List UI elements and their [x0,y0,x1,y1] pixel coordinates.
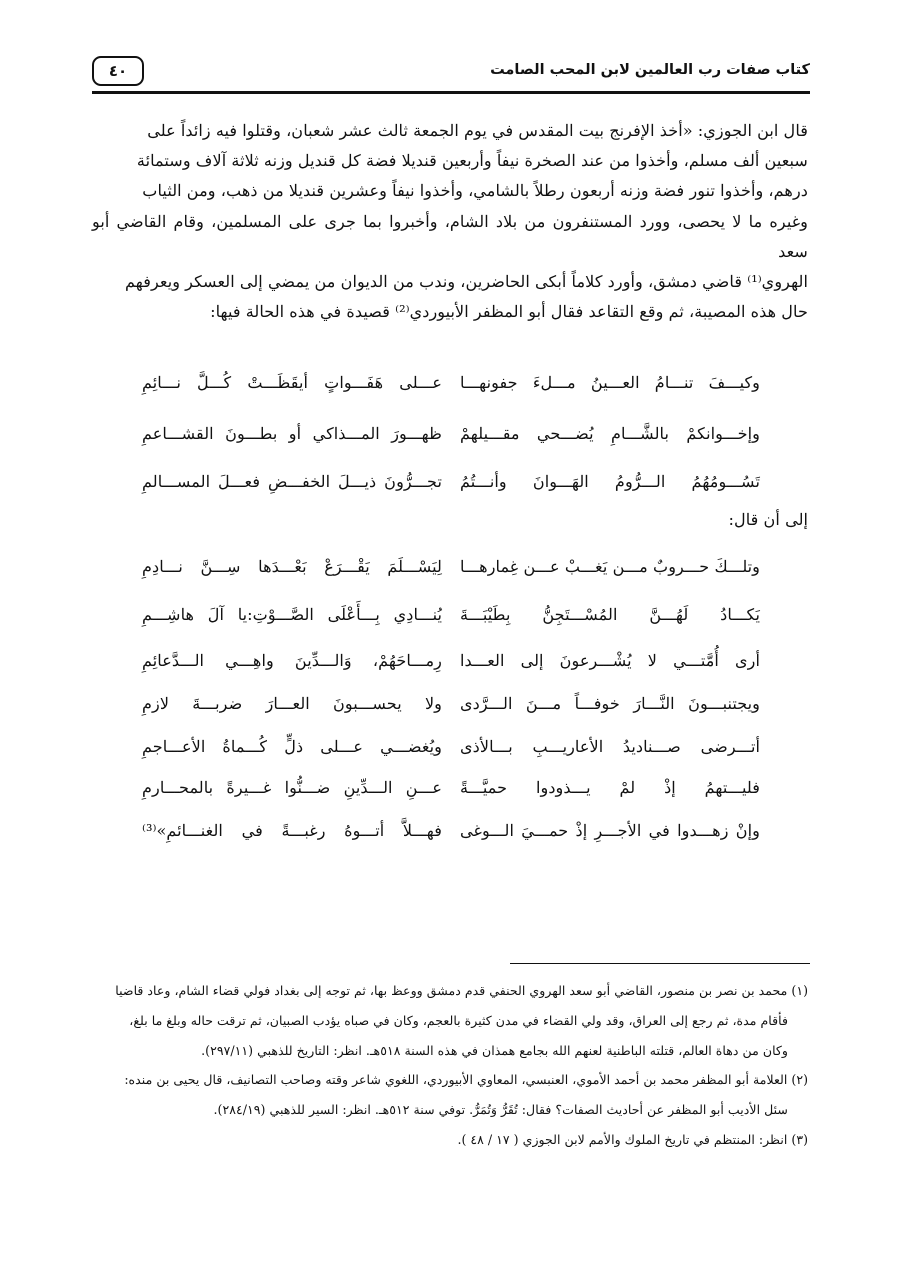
verse-first-hemistich: يَكـــادُ لَهُـــنَّ المُسْـــتَجِنُّ بِطَيْبَـــةَ [460,605,760,624]
paragraph-line: درهم، وأخذوا تنور فضة وزنه أربعون رطلاً بالشامي، وأخذوا نيفاً وعشرين قنديلا من ذهب، ومن الثياب [142,181,808,201]
header-rule [92,91,810,94]
footnote-line: (٣) انظر: المنتظم في تاريخ الملوك والأمم لابن الجوزي ( ١٧ / ٤٨ ). [457,1131,808,1147]
footnotes [92,976,808,1155]
footnote-line: وكان من دهاة العالم، قتلته الباطنية لعنهم الله بجامع همذان في هذه السنة ٥١٨هـ. انظر: التاريخ للذهبي (٢٩٧/١١). [201,1042,788,1058]
verse-second-hemistich: عـــلى هَفَـــواتٍ أيقَظَـــتْ كُـــلَّ نـــائِمِ [142,373,442,392]
page-header [92,56,810,92]
verse-line [92,691,808,731]
paragraph-line: حال هذه المصيبة، ثم وقع التقاعد فقال أبو المظفر الأبيوردي⁽²⁾ قصيدة في هذه الحالة فيها: [210,302,808,322]
verse-second-hemistich: رِمـــاحَهُمْ، وَالـــدِّينَ واهِـــي الـــدَّعائِمِ [142,651,442,670]
paragraph-line: قال ابن الجوزي: «أخذ الإفرنج بيت المقدس في يوم الجمعة ثالث عشر شعبان، وقتلوا فيه زائداً على [147,121,808,140]
verse-second-hemistich: تجـــرُّونَ ذيـــلَ الخفـــضِ فعـــلَ المســـالمِ [142,472,442,491]
verse-second-hemistich: عـــنِ الـــدِّينِ ضـــنُّوا غـــيرةً بالمحـــارمِ [142,778,442,797]
verse-line [92,648,808,688]
footnote [92,1065,808,1125]
verse-second-hemistich: يُنـــادِي بِـــأَعْلَى الصَّـــوْتِ:يا آلَ هاشِـــمِ [142,605,442,624]
verse-second-hemistich: ولا يحســـبونَ العـــارَ ضربـــةَ لازمِ [142,694,442,713]
verse-first-hemistich: وتلـــكَ حـــروبٌ مـــن يَغـــبْ عـــن غِمارهـــا [460,557,760,576]
footnote [92,976,808,1065]
verse-first-hemistich: أتـــرضى صـــناديدُ الأعاريـــبِ بـــالأذى [460,737,760,756]
footnote-line: فأقام مدة، ثم رجع إلى العراق، وقد ولي القضاء في مدن كثيرة بالعجم، وكان في صباه يؤدب الصبيان، ثم ترقت حاله وبلغ ما بلغ، [129,1012,788,1028]
footnote-line: سئل الأديب أبو المظفر عن أحاديث الصفات؟ فقال: تُقَرُّ وَتُمَرُّ. توفي سنة ٥١٢هـ. انظر: السير للذهبي (٢٨٤/١٩). [213,1102,788,1118]
verse-line [92,421,808,461]
verse-first-hemistich: أرى أُمَّتـــي لا يُشْـــرعونَ إلى العـــدا [460,651,760,670]
paragraph-line: وغيره ما لا يحصى، وورد المستنفرون من بلاد الشام، وأخبروا بما جرى على المسلمين، وقام القاضي أبو سعد [92,211,808,261]
paragraph-line: سبعين ألف مسلم، وأخذوا من عند الصخرة نيفاً وأربعين قنديلا فضة كل قنديل وزنه ثلاثة آلاف وستمائة [136,151,808,171]
verse-second-hemistich: لِيَسْـــلَمَ يَقْـــرَعْ بَعْـــدَها سِـــنَّ نـــادِمِ [142,557,442,576]
verse-line [92,469,808,509]
verse-line [92,775,808,815]
verse-first-hemistich: وكيـــفَ تنـــامُ العـــينُ مـــلءَ جفونهـــا [460,373,760,392]
main-text [92,116,808,327]
verse-line [92,554,808,594]
running-title: كتاب صفات رب العالمين لابن المحب الصامت [490,62,810,78]
verse-line [92,370,808,410]
verse-first-hemistich: وإخـــوانكمْ بالشَّـــامِ يُضـــحي مقـــيلهمْ [460,424,760,443]
verse-first-hemistich: فليـــتهمُ إذْ لمْ يـــذودوا حميَّـــةً [460,778,760,797]
verse-line [92,734,808,774]
transition-text: إلى أن قال: [728,510,808,529]
footnote-line: (٢) العلامة أبو المظفر محمد بن أحمد الأموي، العنبسي، المعاوي الأبيوردي، اللغوي شاعر وقته وصاحب التصانيف، قال يحيى بن منده: [124,1072,808,1088]
verse-second-hemistich: فهـــلاَّ أتـــوهُ رغبـــةً في الغنـــائمِ»⁽³⁾ [142,821,442,840]
page-number-box: ٤٠ [92,56,144,86]
paragraph-line: الهروي⁽¹⁾ قاضي دمشق، وأورد كلاماً أبكى الحاضرين، وندب من الديوان من يمضي إلى العسكر ويعرفهم [125,272,808,292]
footnote-separator [510,963,810,964]
verse-second-hemistich: ويُغضـــي عـــلى ذلٍّ كُـــماةُ الأعـــاجمِ [142,737,442,756]
verse-first-hemistich: ويجتنبـــونَ النَّـــارَ خوفـــاً مـــنَ الـــرَّدى [460,694,760,713]
verse-first-hemistich: وإنْ زهـــدوا في الأجـــرِ إذْ حمـــيَ الـــوغى [460,821,760,840]
verse-line [92,602,808,642]
footnote [92,1125,808,1155]
verse-second-hemistich: ظهـــورَ المـــذاكي أو بطـــونَ القشـــاعمِ [142,424,442,443]
footnote-line: (١) محمد بن نصر بن منصور، القاضي أبو سعد الهروي الحنفي قدم دمشق ووعظ بها، ثم توجه إلى بغداد فولي قضاء الشام، وعاد قاضيا [115,983,808,998]
verse-line [92,818,808,858]
verse-first-hemistich: تَسُـــومُهُمُ الـــرُّومُ الهَـــوانَ وأنـــتُمُ [460,472,760,491]
